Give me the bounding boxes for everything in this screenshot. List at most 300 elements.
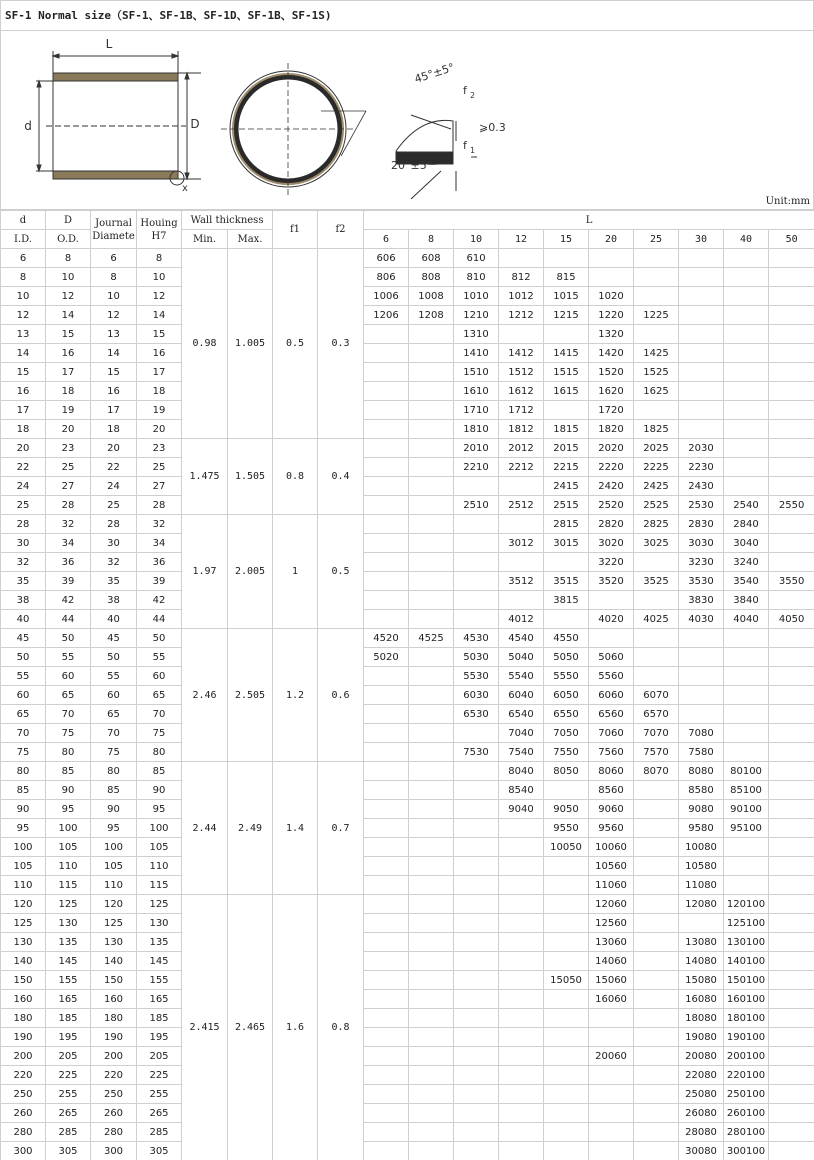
- cell-part-number: 140100: [724, 952, 769, 971]
- cell-part-number: [409, 1104, 454, 1123]
- cell-part-number: 3520: [589, 572, 634, 591]
- cell-part-number: [769, 857, 814, 876]
- label-f2: f: [463, 84, 467, 97]
- cell-part-number: 3840: [724, 591, 769, 610]
- cell-part-number: 1410: [454, 344, 499, 363]
- cell-part-number: 260100: [724, 1104, 769, 1123]
- header-L-value: 8: [409, 230, 454, 249]
- cell-part-number: [499, 857, 544, 876]
- cell-part-number: [724, 667, 769, 686]
- cell-part-number: [454, 534, 499, 553]
- cell-part-number: 2230: [679, 458, 724, 477]
- cell-part-number: [364, 344, 409, 363]
- cell-housing: 15: [137, 325, 182, 344]
- detail-view: [396, 115, 477, 199]
- cell-journal: 45: [91, 629, 137, 648]
- cell-part-number: 2420: [589, 477, 634, 496]
- cell-part-number: [679, 325, 724, 344]
- cell-journal: 30: [91, 534, 137, 553]
- cell-od: 36: [46, 553, 91, 572]
- cell-housing: 10: [137, 268, 182, 287]
- cell-f2: 0.7: [318, 762, 364, 895]
- cell-part-number: [634, 249, 679, 268]
- cell-part-number: [634, 325, 679, 344]
- cell-part-number: 4020: [589, 610, 634, 629]
- header-L-value: 30: [679, 230, 724, 249]
- cell-od: 15: [46, 325, 91, 344]
- cell-part-number: [499, 838, 544, 857]
- cell-od: 16: [46, 344, 91, 363]
- cell-housing: 39: [137, 572, 182, 591]
- cell-housing: 50: [137, 629, 182, 648]
- size-table: [0, 210, 814, 1160]
- cell-od: 80: [46, 743, 91, 762]
- cell-od: 155: [46, 971, 91, 990]
- cell-max: 2.505: [228, 629, 273, 762]
- cell-part-number: [769, 1142, 814, 1160]
- cell-part-number: 4025: [634, 610, 679, 629]
- cell-housing: 195: [137, 1028, 182, 1047]
- bushing-drawing: [0, 30, 814, 210]
- cell-id: 110: [1, 876, 46, 895]
- header-min: Min.: [182, 230, 228, 249]
- cell-part-number: 6570: [634, 705, 679, 724]
- cell-od: 165: [46, 990, 91, 1009]
- cell-part-number: [364, 610, 409, 629]
- cell-housing: 135: [137, 933, 182, 952]
- cell-part-number: 806: [364, 268, 409, 287]
- cell-journal: 95: [91, 819, 137, 838]
- cell-max: 1.005: [228, 249, 273, 439]
- table-row: [1, 705, 814, 724]
- cell-od: 34: [46, 534, 91, 553]
- cell-part-number: [499, 971, 544, 990]
- cell-part-number: 2030: [679, 439, 724, 458]
- cell-part-number: [544, 1142, 589, 1160]
- cell-part-number: 28080: [679, 1123, 724, 1142]
- cell-part-number: [499, 1009, 544, 1028]
- cell-part-number: [769, 743, 814, 762]
- cell-part-number: [409, 420, 454, 439]
- cell-od: 105: [46, 838, 91, 857]
- cell-part-number: [634, 857, 679, 876]
- label-f1-sub: 1: [470, 146, 476, 155]
- cell-part-number: 9080: [679, 800, 724, 819]
- cell-id: 140: [1, 952, 46, 971]
- cell-part-number: 180100: [724, 1009, 769, 1028]
- header-L-value: 25: [634, 230, 679, 249]
- cell-part-number: 120100: [724, 895, 769, 914]
- cell-part-number: 5550: [544, 667, 589, 686]
- header-L-value: 20: [589, 230, 634, 249]
- cell-part-number: 12560: [589, 914, 634, 933]
- cell-part-number: 2210: [454, 458, 499, 477]
- cell-part-number: [724, 344, 769, 363]
- cell-part-number: [589, 629, 634, 648]
- cell-part-number: 4520: [364, 629, 409, 648]
- table-row: [1, 1028, 814, 1047]
- cell-id: 280: [1, 1123, 46, 1142]
- cell-part-number: [499, 477, 544, 496]
- cell-part-number: 9060: [589, 800, 634, 819]
- cell-journal: 260: [91, 1104, 137, 1123]
- header-L-value: 40: [724, 230, 769, 249]
- cell-part-number: 2815: [544, 515, 589, 534]
- cell-part-number: [634, 1123, 679, 1142]
- cell-part-number: 1712: [499, 401, 544, 420]
- cell-part-number: [364, 1085, 409, 1104]
- cell-part-number: 2020: [589, 439, 634, 458]
- cell-od: 42: [46, 591, 91, 610]
- cell-part-number: [724, 363, 769, 382]
- cell-part-number: 5040: [499, 648, 544, 667]
- cell-part-number: 608: [409, 249, 454, 268]
- cell-part-number: [769, 1009, 814, 1028]
- cell-od: 18: [46, 382, 91, 401]
- cell-part-number: 7080: [679, 724, 724, 743]
- cell-part-number: 2540: [724, 496, 769, 515]
- cell-part-number: 2830: [679, 515, 724, 534]
- cell-od: 185: [46, 1009, 91, 1028]
- table-row: [1, 610, 814, 629]
- cell-part-number: [409, 743, 454, 762]
- cell-housing: 16: [137, 344, 182, 363]
- cell-part-number: [679, 363, 724, 382]
- label-L: L: [105, 37, 113, 51]
- cell-part-number: 1810: [454, 420, 499, 439]
- header-wall-thickness: Wall thickness: [182, 211, 273, 230]
- cell-id: 120: [1, 895, 46, 914]
- cell-part-number: [364, 1066, 409, 1085]
- label-angle-bottom: 20°±5°: [391, 159, 433, 172]
- cell-part-number: 300100: [724, 1142, 769, 1160]
- cell-part-number: 15080: [679, 971, 724, 990]
- cell-min: 1.475: [182, 439, 228, 515]
- cell-part-number: [499, 895, 544, 914]
- cell-part-number: [409, 458, 454, 477]
- cell-part-number: [409, 819, 454, 838]
- cell-part-number: [769, 515, 814, 534]
- cell-part-number: 2012: [499, 439, 544, 458]
- cell-housing: 65: [137, 686, 182, 705]
- cell-id: 150: [1, 971, 46, 990]
- cell-part-number: 130100: [724, 933, 769, 952]
- cell-part-number: [409, 515, 454, 534]
- cell-part-number: 1008: [409, 287, 454, 306]
- cell-part-number: [634, 876, 679, 895]
- cell-journal: 14: [91, 344, 137, 363]
- cell-part-number: 7530: [454, 743, 499, 762]
- cell-part-number: 610: [454, 249, 499, 268]
- cell-part-number: [364, 382, 409, 401]
- cell-part-number: [454, 477, 499, 496]
- cell-part-number: [409, 1066, 454, 1085]
- cell-journal: 220: [91, 1066, 137, 1085]
- cell-part-number: 4012: [499, 610, 544, 629]
- cell-od: 10: [46, 268, 91, 287]
- cell-part-number: 1012: [499, 287, 544, 306]
- cell-journal: 22: [91, 458, 137, 477]
- cell-part-number: [409, 971, 454, 990]
- cell-part-number: [544, 895, 589, 914]
- cell-housing: 70: [137, 705, 182, 724]
- cell-housing: 55: [137, 648, 182, 667]
- cell-part-number: 90100: [724, 800, 769, 819]
- cell-journal: 65: [91, 705, 137, 724]
- cell-od: 110: [46, 857, 91, 876]
- cell-part-number: [364, 1009, 409, 1028]
- cell-od: 75: [46, 724, 91, 743]
- cell-part-number: [364, 857, 409, 876]
- cell-part-number: [409, 914, 454, 933]
- cell-od: 225: [46, 1066, 91, 1085]
- cell-id: 250: [1, 1085, 46, 1104]
- cell-part-number: [409, 1142, 454, 1160]
- cell-part-number: 2425: [634, 477, 679, 496]
- table-row: [1, 629, 814, 648]
- header-f1: f1: [273, 211, 318, 249]
- cell-part-number: [454, 838, 499, 857]
- cell-part-number: 2820: [589, 515, 634, 534]
- cell-part-number: [454, 724, 499, 743]
- cell-od: 135: [46, 933, 91, 952]
- cell-part-number: 4530: [454, 629, 499, 648]
- cell-part-number: [409, 667, 454, 686]
- cell-part-number: 15060: [589, 971, 634, 990]
- cell-part-number: [634, 819, 679, 838]
- cell-min: 1.97: [182, 515, 228, 629]
- cell-part-number: 5530: [454, 667, 499, 686]
- cell-part-number: [409, 572, 454, 591]
- cell-part-number: [454, 762, 499, 781]
- side-view: [36, 51, 201, 185]
- cell-part-number: [769, 971, 814, 990]
- table-row: [1, 971, 814, 990]
- cell-id: 6: [1, 249, 46, 268]
- cell-part-number: 10080: [679, 838, 724, 857]
- cell-id: 28: [1, 515, 46, 534]
- cell-part-number: 2525: [634, 496, 679, 515]
- cell-part-number: 16080: [679, 990, 724, 1009]
- cell-f1: 0.5: [273, 249, 318, 439]
- cell-part-number: 6040: [499, 686, 544, 705]
- cell-part-number: [364, 591, 409, 610]
- cell-part-number: [499, 1123, 544, 1142]
- cell-id: 15: [1, 363, 46, 382]
- cell-part-number: [589, 1066, 634, 1085]
- cell-journal: 18: [91, 420, 137, 439]
- cell-part-number: [634, 667, 679, 686]
- cell-part-number: [364, 838, 409, 857]
- cell-part-number: [724, 287, 769, 306]
- header-L-value: 15: [544, 230, 589, 249]
- cell-id: 14: [1, 344, 46, 363]
- cell-part-number: 8070: [634, 762, 679, 781]
- cell-id: 105: [1, 857, 46, 876]
- cell-part-number: [679, 401, 724, 420]
- cell-id: 100: [1, 838, 46, 857]
- cell-part-number: 2430: [679, 477, 724, 496]
- cell-part-number: [724, 401, 769, 420]
- cell-part-number: [364, 1047, 409, 1066]
- cell-id: 85: [1, 781, 46, 800]
- cell-part-number: [679, 705, 724, 724]
- cell-part-number: [499, 1085, 544, 1104]
- cell-part-number: [364, 743, 409, 762]
- cell-journal: 38: [91, 591, 137, 610]
- cell-part-number: 6060: [589, 686, 634, 705]
- cell-part-number: [634, 1142, 679, 1160]
- cell-part-number: 30080: [679, 1142, 724, 1160]
- cell-part-number: [454, 933, 499, 952]
- cell-part-number: 1625: [634, 382, 679, 401]
- cell-part-number: [364, 800, 409, 819]
- cell-part-number: [544, 1085, 589, 1104]
- cell-part-number: [679, 344, 724, 363]
- cell-part-number: 1310: [454, 325, 499, 344]
- cell-od: 32: [46, 515, 91, 534]
- cell-part-number: [409, 705, 454, 724]
- cell-part-number: [634, 648, 679, 667]
- cell-od: 265: [46, 1104, 91, 1123]
- cell-part-number: [769, 1028, 814, 1047]
- cell-part-number: 6540: [499, 705, 544, 724]
- cell-id: 260: [1, 1104, 46, 1123]
- table-row: [1, 895, 814, 914]
- cell-part-number: [724, 306, 769, 325]
- cell-part-number: 3030: [679, 534, 724, 553]
- cell-part-number: [544, 990, 589, 1009]
- cell-journal: 90: [91, 800, 137, 819]
- table-row: [1, 1066, 814, 1085]
- cell-part-number: 1412: [499, 344, 544, 363]
- cell-od: 95: [46, 800, 91, 819]
- cell-part-number: 1020: [589, 287, 634, 306]
- cell-part-number: [769, 952, 814, 971]
- cell-part-number: [454, 971, 499, 990]
- cell-part-number: [544, 914, 589, 933]
- cell-part-number: 11060: [589, 876, 634, 895]
- cell-part-number: [544, 610, 589, 629]
- cell-part-number: [544, 325, 589, 344]
- cell-part-number: [364, 781, 409, 800]
- cell-part-number: [589, 249, 634, 268]
- cell-part-number: [769, 439, 814, 458]
- table-row: [1, 287, 814, 306]
- cell-part-number: [679, 287, 724, 306]
- cell-part-number: 7060: [589, 724, 634, 743]
- cell-part-number: [454, 819, 499, 838]
- cell-part-number: [724, 743, 769, 762]
- cell-part-number: [769, 1085, 814, 1104]
- cell-part-number: [634, 1047, 679, 1066]
- label-d: d: [24, 119, 32, 133]
- cell-journal: 6: [91, 249, 137, 268]
- cell-part-number: [409, 952, 454, 971]
- cell-part-number: [634, 287, 679, 306]
- cell-part-number: 3540: [724, 572, 769, 591]
- cell-od: 130: [46, 914, 91, 933]
- cell-id: 90: [1, 800, 46, 819]
- cell-part-number: 3525: [634, 572, 679, 591]
- cell-part-number: [544, 1123, 589, 1142]
- cell-housing: 145: [137, 952, 182, 971]
- cell-part-number: 3025: [634, 534, 679, 553]
- cell-part-number: 8580: [679, 781, 724, 800]
- cell-housing: 19: [137, 401, 182, 420]
- cell-id: 75: [1, 743, 46, 762]
- cell-part-number: 2225: [634, 458, 679, 477]
- cell-id: 13: [1, 325, 46, 344]
- cell-od: 28: [46, 496, 91, 515]
- cell-od: 285: [46, 1123, 91, 1142]
- cell-part-number: 7070: [634, 724, 679, 743]
- cell-part-number: [499, 933, 544, 952]
- cell-part-number: [769, 838, 814, 857]
- cell-part-number: [364, 553, 409, 572]
- cell-part-number: 3830: [679, 591, 724, 610]
- cell-part-number: 13060: [589, 933, 634, 952]
- cell-part-number: 7570: [634, 743, 679, 762]
- cell-part-number: 2840: [724, 515, 769, 534]
- cell-id: 38: [1, 591, 46, 610]
- cell-part-number: [544, 933, 589, 952]
- cell-housing: 100: [137, 819, 182, 838]
- cell-journal: 16: [91, 382, 137, 401]
- cell-part-number: [724, 268, 769, 287]
- cell-part-number: 1615: [544, 382, 589, 401]
- cell-part-number: [409, 781, 454, 800]
- technical-drawing-svg: [1, 31, 814, 211]
- cell-part-number: [364, 1123, 409, 1142]
- cell-journal: 190: [91, 1028, 137, 1047]
- cell-id: 80: [1, 762, 46, 781]
- cell-part-number: 15050: [544, 971, 589, 990]
- cell-part-number: 2550: [769, 496, 814, 515]
- cell-part-number: 10050: [544, 838, 589, 857]
- cell-part-number: [409, 762, 454, 781]
- table-row: [1, 743, 814, 762]
- cell-id: 45: [1, 629, 46, 648]
- cell-part-number: 9560: [589, 819, 634, 838]
- cell-part-number: [544, 876, 589, 895]
- cell-part-number: 25080: [679, 1085, 724, 1104]
- cell-part-number: [544, 952, 589, 971]
- cell-part-number: 1225: [634, 306, 679, 325]
- cell-part-number: [544, 1066, 589, 1085]
- cell-part-number: [634, 1066, 679, 1085]
- cell-journal: 75: [91, 743, 137, 762]
- table-row: [1, 1047, 814, 1066]
- cell-od: 145: [46, 952, 91, 971]
- cell-part-number: 2415: [544, 477, 589, 496]
- header-D: D: [46, 211, 91, 230]
- cell-part-number: [769, 705, 814, 724]
- cell-id: 160: [1, 990, 46, 1009]
- cell-part-number: [454, 1047, 499, 1066]
- cell-housing: 75: [137, 724, 182, 743]
- cell-part-number: [769, 344, 814, 363]
- cell-part-number: [409, 553, 454, 572]
- cell-journal: 105: [91, 857, 137, 876]
- table-row: [1, 401, 814, 420]
- cell-housing: 34: [137, 534, 182, 553]
- cell-od: 125: [46, 895, 91, 914]
- table-row: [1, 838, 814, 857]
- cell-id: 10: [1, 287, 46, 306]
- table-row: [1, 857, 814, 876]
- cell-part-number: [634, 971, 679, 990]
